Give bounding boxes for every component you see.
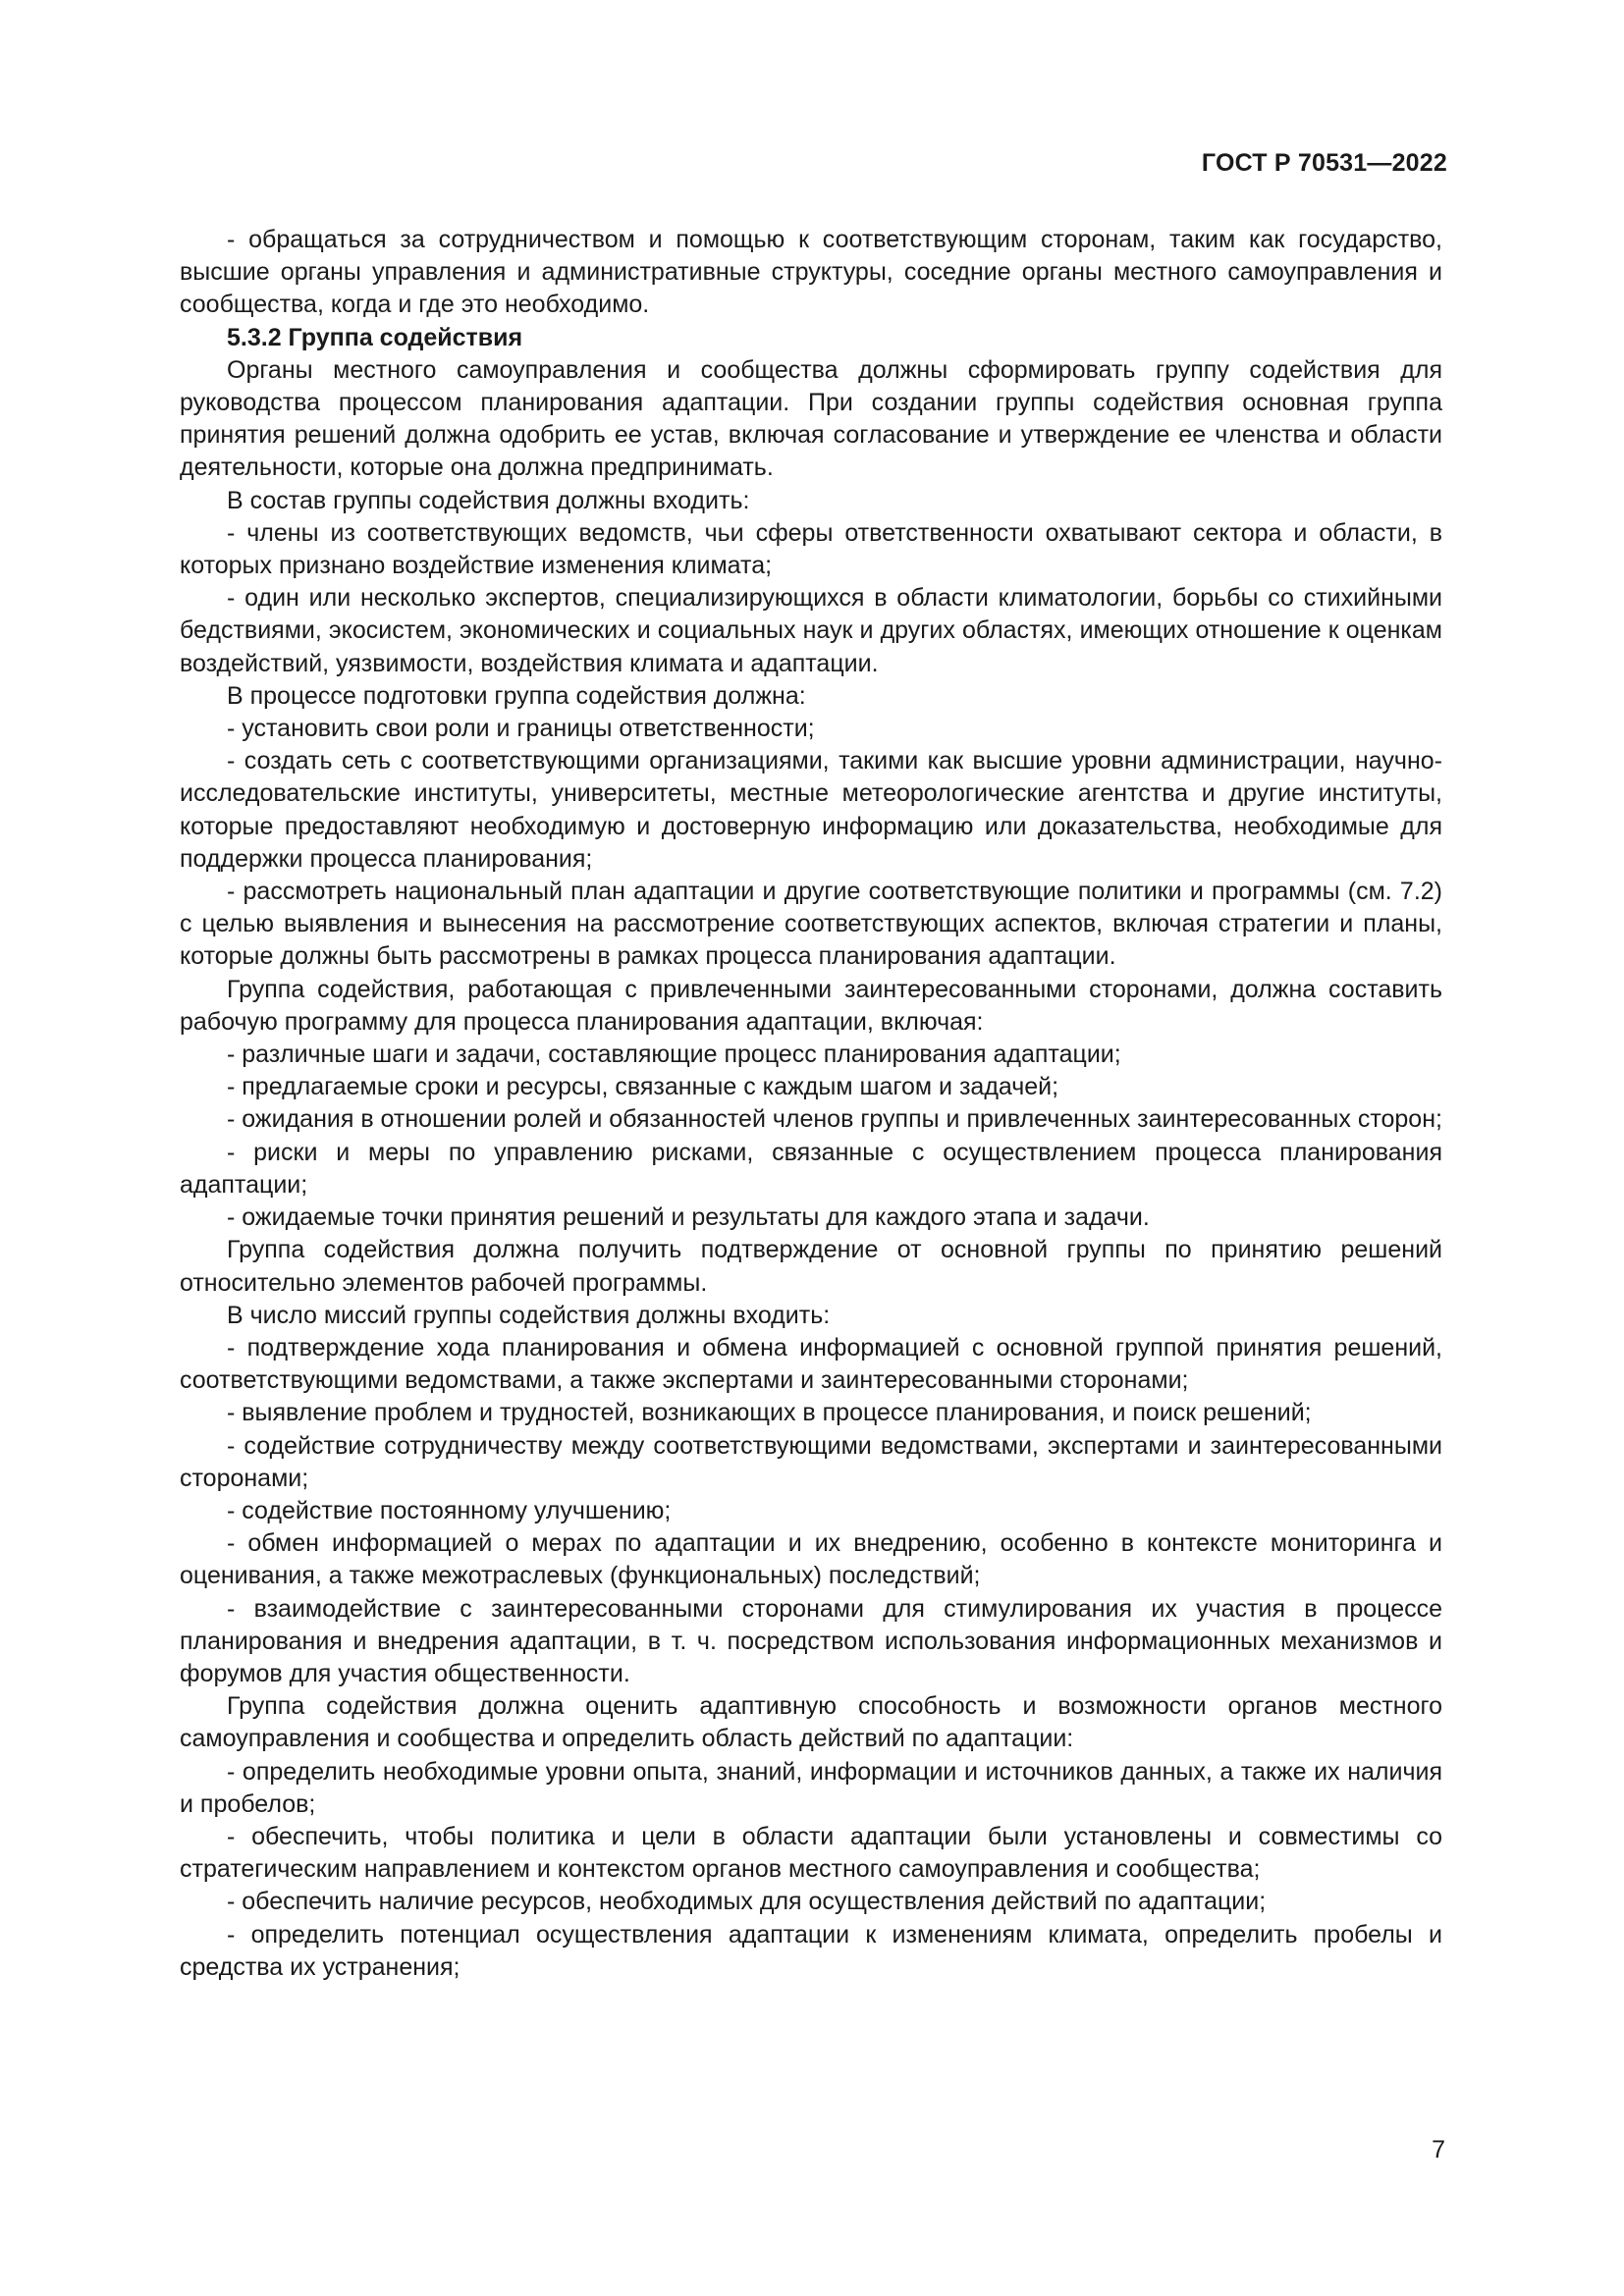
document-body xyxy=(180,224,1442,1984)
document-header: ГОСТ Р 70531—2022 xyxy=(1201,149,1447,177)
paragraph: В процессе подготовки группа содействия должна: xyxy=(227,681,806,710)
list-item: - содействие сотрудничеству между соответствующими ведомствами, экспертами и заинтересованными сторонами; xyxy=(180,1431,1442,1492)
list-item: - определить потенциал осуществления адаптации к изменениям климата, определить пробелы и средства их устранения; xyxy=(180,1920,1442,1981)
list-item: - рассмотреть национальный план адаптации и другие соответствующие политики и программы (см. 7.2) с целью выявления и вынесения на рассмотрение соответствующих аспектов, включая стратегии и планы, которые должны быть рассмотрены в рамках процесса планирования адаптации. xyxy=(180,878,1442,971)
paragraph: - обращаться за сотрудничеством и помощью к соответствующим сторонам, таким как государство, высшие органы управления и административные структуры, соседние органы местного самоуправления и сообщества, когда и где это необходимо. xyxy=(180,226,1442,319)
list-item: - создать сеть с соответствующими организациями, такими как высшие уровни администрации, научно-исследовательские институты, университеты, местные метеорологические агентства и другие институты, которые предоставляют необходимую и достоверную информацию или доказательства, необходимые для поддержки процесса планирования; xyxy=(180,747,1442,873)
list-item: - предлагаемые сроки и ресурсы, связанные с каждым шагом и задачей; xyxy=(227,1073,1059,1101)
list-item: - подтверждение хода планирования и обмена информацией с основной группой принятия решений, соответствующими ведомствами, а также экспертами и заинтересованными сторонами; xyxy=(180,1333,1442,1395)
paragraph: Группа содействия должна получить подтверждение от основной группы по принятию решений относительно элементов рабочей программы. xyxy=(180,1236,1442,1297)
paragraph: Группа содействия должна оценить адаптивную способность и возможности органов местного самоуправления и сообщества и определить область действий по адаптации: xyxy=(180,1692,1442,1753)
list-item: - ожидания в отношении ролей и обязанностей членов группы и привлеченных заинтересованных сторон; xyxy=(227,1105,1442,1134)
paragraph: Группа содействия, работающая с привлеченными заинтересованными сторонами, должна составить рабочую программу для процесса планирования адаптации, включая: xyxy=(180,975,1442,1036)
list-item: - обмен информацией о мерах по адаптации и их внедрению, особенно в контексте мониторинга и оценивания, а также межотраслевых (функциональных) последствий; xyxy=(180,1529,1442,1590)
list-item: - различные шаги и задачи, составляющие процесс планирования адаптации; xyxy=(227,1041,1121,1069)
list-item: - ожидаемые точки принятия решений и результаты для каждого этапа и задачи. xyxy=(227,1203,1150,1232)
paragraph: Органы местного самоуправления и сообщества должны сформировать группу содействия для руководства процессом планирования адаптации. При создании группы содействия основная группа принятия решений должна одобрить ее устав, включая согласование и утверждение ее членства и области деятельности, которые она должна предпринимать. xyxy=(180,355,1442,482)
paragraph: В состав группы содействия должны входить: xyxy=(227,486,750,514)
list-item: - риски и меры по управлению рисками, связанные с осуществлением процесса планирования адаптации; xyxy=(180,1138,1442,1199)
section-heading: 5.3.2 Группа содействия xyxy=(227,323,523,351)
list-item: - члены из соответствующих ведомств, чьи сферы ответственности охватывают сектора и области, в которых признано воздействие изменения климата; xyxy=(180,518,1442,580)
list-item: - взаимодействие с заинтересованными сторонами для стимулирования их участия в процессе планирования и внедрения адаптации, в т. ч. посредством использования информационных механизмов и форумов для участия общественности. xyxy=(180,1594,1442,1687)
list-item: - содействие постоянному улучшению; xyxy=(227,1496,672,1524)
list-item: - установить свои роли и границы ответственности; xyxy=(227,715,815,743)
list-item: - выявление проблем и трудностей, возникающих в процессе планирования, и поиск решений; xyxy=(227,1399,1312,1427)
list-item: - один или несколько экспертов, специализирующихся в области климатологии, борьбы со стихийными бедствиями, экосистем, экономических и социальных наук и других областях, имеющих отношение к оценкам воздействий, уязвимости, воздействия климата и адаптации. xyxy=(180,584,1442,677)
page-number: 7 xyxy=(1432,2136,1445,2163)
list-item: - обеспечить наличие ресурсов, необходимых для осуществления действий по адаптации; xyxy=(227,1888,1267,1916)
list-item: - обеспечить, чтобы политика и цели в области адаптации были установлены и совместимы со стратегическим направлением и контекстом органов местного самоуправления и сообщества; xyxy=(180,1822,1442,1884)
list-item: - определить необходимые уровни опыта, знаний, информации и источников данных, а также их наличия и пробелов; xyxy=(180,1757,1442,1818)
paragraph: В число миссий группы содействия должны входить: xyxy=(227,1301,831,1329)
